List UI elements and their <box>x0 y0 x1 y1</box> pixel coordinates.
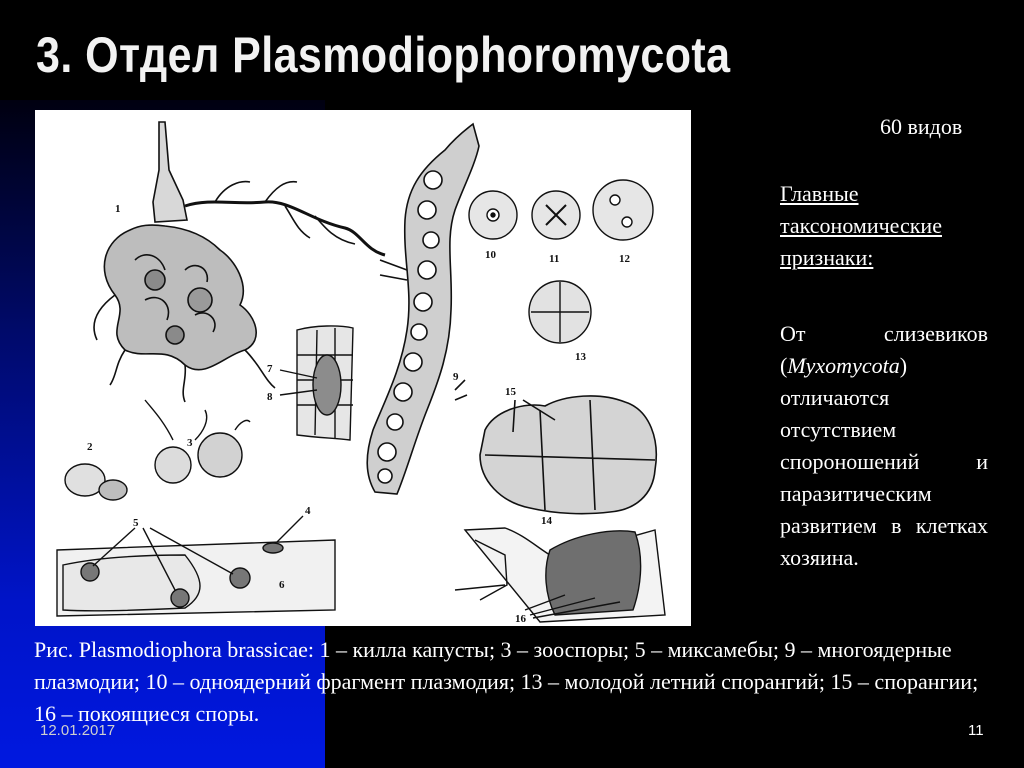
figure-label-8: 8 <box>267 391 273 403</box>
plasmodiophora-illustration <box>35 110 691 626</box>
host-tissue-drawing <box>280 326 353 440</box>
figure-label-5: 5 <box>133 517 139 529</box>
plasmodia-cell-drawing <box>367 124 479 494</box>
zoospore-drawing <box>65 400 250 500</box>
slide-page-number: 11 <box>968 722 984 739</box>
figure-caption: Рис. Plasmodiophora brassicae: 1 – килла капусты; 3 – зооспоры; 5 – миксамебы; 9 – многоядерные плазмодии; 10 – одноядерний фрагмент плазмодия; 13 – молодой летний спорангий; 15 – спорангии; 16 – покоящиеся споры. <box>34 637 979 726</box>
distinction-taxon: Myxomycota <box>787 353 900 378</box>
plasmodium-fragment-drawings <box>469 180 653 240</box>
distinction-text <box>780 318 988 574</box>
taxonomic-features-heading: Главные таксономические признаки: <box>780 181 942 270</box>
figure-label-7: 7 <box>267 363 273 375</box>
figure-label-13: 13 <box>575 351 586 363</box>
myxamoeba-cell-drawing <box>57 516 335 616</box>
figure-panel <box>35 110 691 626</box>
species-count: 60 видов <box>880 114 963 139</box>
figure-label-16: 16 <box>515 613 526 625</box>
young-sporangium-drawing <box>529 281 591 343</box>
figure-label-9: 9 <box>453 371 459 383</box>
figure-label-12: 12 <box>619 253 630 265</box>
figure-label-1: 1 <box>115 203 121 215</box>
figure-label-15: 15 <box>505 386 516 398</box>
figure-label-6: 6 <box>279 579 285 591</box>
figure-label-3: 3 <box>187 437 193 449</box>
figure-label-11: 11 <box>549 253 560 265</box>
distinction-after: ) отличаются отсутствием спороношений и паразитическим развитием в клетках хозяина. <box>780 353 988 570</box>
resting-spores-drawing <box>455 528 665 622</box>
slide-title: 3. Отдел Plasmodiophoromycota <box>36 27 731 83</box>
distinction-before: От слизевиков ( <box>780 321 988 378</box>
figure-label-4: 4 <box>305 505 311 517</box>
figure-label-14: 14 <box>541 515 552 527</box>
figure-label-10: 10 <box>485 249 496 261</box>
figure-label-2: 2 <box>87 441 93 453</box>
sporangia-cluster-drawing <box>480 396 656 514</box>
slide-date: 12.01.2017 <box>40 722 116 739</box>
